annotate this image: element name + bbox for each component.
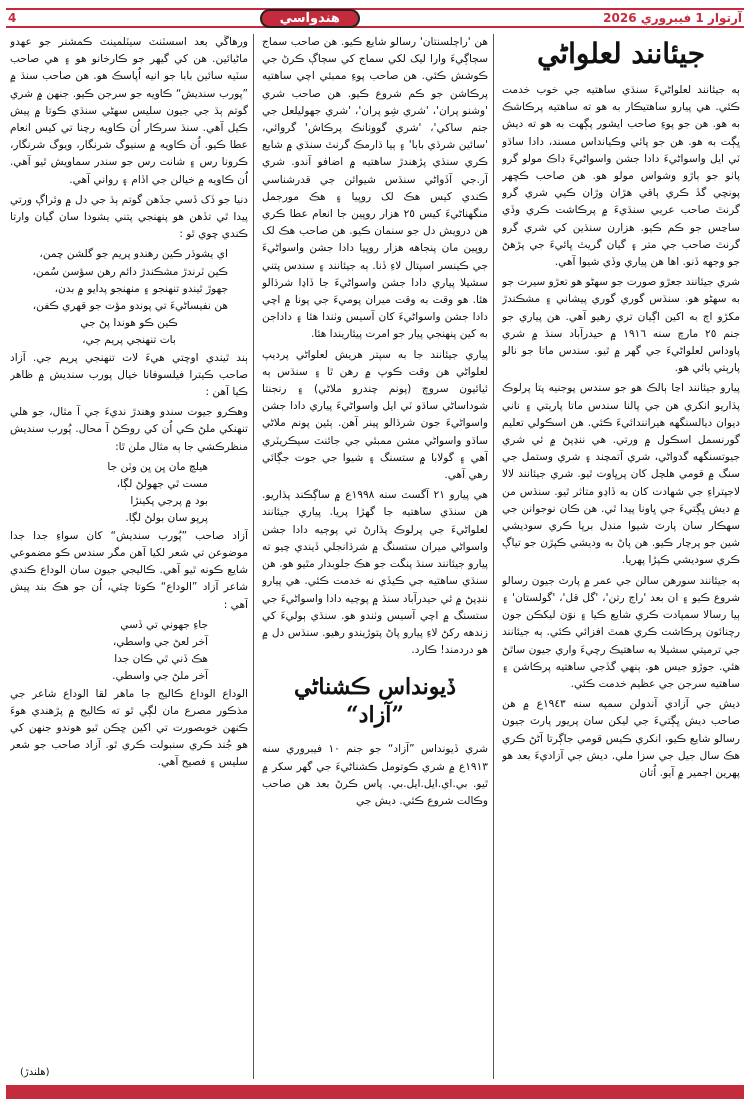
article-paragraph: پياري جيئانند جا به سپتر هريش لعلواڻي پرديپ لعلواڻي هن وقت ڪوپ ۾ رهن ٿا ۽ سنڌس ٻه ئيائيون سروچ (پونم چندرو ملاڻي) ۽ رنجنتا شوداساڻي ساڌو ٽي ايل واسواڻيءَ پياري دادا جشن واسواڻيءَ جون شرڌالو پينر آهن. ٻئين پونم ملاڻي ساڌو واسواڻي مشن ممبئي جي جائنٽ سيڪريٽري آهي ۽ گولابا ۾ ستسنگ ۽ شيوا جي جوت جڳائي رهي آهي. bbox=[262, 348, 488, 482]
column-separator bbox=[253, 34, 254, 1079]
article-paragraph: وهڪرو جيوت سندو وهندڙ نديءَ جي آ مثال، جو هلي تنهنکي ملڻ ڪي اُن کي روڪڻ آ محال. پُورب سنديش منظرڪشي جا ٻه مثال ملن ٿا: bbox=[10, 406, 248, 453]
poem-line: مست ٿي جهولڻ لڳا، bbox=[116, 478, 208, 491]
newspaper-logo: هندواسي bbox=[260, 9, 360, 28]
poem-line: هيلچ مان ڀن ڀن وٽن جا bbox=[107, 460, 208, 473]
poem-line: بود ۾ پرجي پکينڙا bbox=[130, 495, 208, 508]
article-paragraph: ٻه جيئانند سورهن سالن جي عمر ۾ پارٽ جيون رسالو شروع ڪيو ۽ ان بعد 'راڄ رتن'، 'گل قل'، 'گولستان' ۽ ٻيا رسالا سمپادت ڪري شايع ڪيا ۽ نوَن ليکڪن جون رچنائون پرڪاشت ڪري همٿ افزائي ڪئي. ٻه جيئانند جي ترميتي سشيلا به ساهتيڪ رچيءَ واري جيون ساٿڻ هئي. جوڙو جيس هو. ٻنهي گڏجي ساهتيه پرڪاشن ۽ ساهتيه سرجن جي عظيم خدمت ڪئي. bbox=[502, 574, 740, 690]
article-paragraph: پيارو جيئانند اڃا ٻالڪ هو جو سندس پوجنيه پتا پرلوڪ پڌاريو انکري هن جي پالنا سندس ماتا پارٻتي ۽ ناني ديوان ديالسنگهه هيرانندائيءَ ڪئي. هن اسڪولي تعليم گورنسمل اسڪول ۾ ورتي. هي ننڍپڻ ۾ ئي شري جيوتسنگهه گدواڻي، شري آتمچند ۽ شري وستمل جي سنگ ۾ قومي هلچل کان پرڀاوت ٿيو. شري جيئانند لالا لاجپتراءِ جي شهادت کان به ڏاڍو متاثر ٿيو. سنڌس من ۾ ديش ڀڳتيءَ جي ڀاونا پيدا ٿي. هن ڪان نوجوانن جي سهڪار سان پارٽ شيوا منڊل برپا ڪري سوديشي شين جو پرچار ڪيو. هن پاڻ به وديشي ڪپڙن جو تياڳ ڪري سوديشي ڪپڙا پهريا. bbox=[502, 382, 740, 567]
right-column bbox=[502, 34, 740, 1081]
poem-line: آخر لعڻ جي واسطي، bbox=[112, 635, 208, 648]
continued-label: (هلندڙ) bbox=[20, 1067, 50, 1078]
poem-line: هڪ ڏني ٿي ڪان جدا bbox=[114, 653, 208, 666]
poem-line: ڪين ڪو هوندا پڻ جي bbox=[80, 317, 178, 330]
article-paragraph: ورهاڱي بعد اسسٽنٽ سيٽلمينٽ ڪمشنر جو عهدو ماڻيائين. هن کي گيهر جو ڪارخانو هو ۽ هي صاحب سٽيه سائين بابا جو انيه اُپاسڪ هو. هن صاحب سنڌ ۾ ”پورب سنديش“ ڪاويه جو سرجن ڪيو. جنهن ۾ شري گوتم ٻڌ جي جيون سليس سهڻي سنڌي ڪوتا ۾ پيش ڪيل آهي. سنڌ سرڪار اُن ڪاويه رچنا تي کيس انعام عطا ڪيو. اُن ڪاويه ۾ سنيوگ شرنگار، ويوگ شرنگار، ڪرونا رس ۽ شانت رس جو سندر سماويش ٿيو آهي. اُن ڪاويه ۾ خيالن جي اڏام ۽ رواني آهي. bbox=[10, 36, 248, 186]
article-paragraph: هن 'راڄلسنتان' رسالو شايع ڪيو. هن صاحب سماج سڄاڳيءَ وارا ليک لکي سماج کي سڄاڳ ڪرڻ جي ڪوشش ڪئي. هن صاحب پوءِ ممبئي اچي ساهتيه پرڪاشن جو ڪم شروع ڪيو. هن صاحب شري 'وشنو پران'، 'شري شِو پران'، 'شري جهوليلعل جي جنم ساکي'، 'شري گوونانڪ پرڪاش' گروائي، 'سائين شرڌي بابا' ۽ ٻيا ڌارمڪ گرنٿ سنڌي ۾ شايع ڪري سنڌي پڙهندڙ ساهتيه ۾ اضافو آندو. شري آر.جي آڏواڻي سنڌس شيوائن جي قدرشناسي ڪندي کيس هڪ لک روپيا ۽ هڪ مورجمل منگهناڻيءَ کيس ٢٥ هزار روپين جا انعام عطا ڪري هن درويش دل جو سنمان ڪيو. هن صاحب هڪ لک روپين مان پنجاهه هزار روپيا دادا جشن واسواڻيءَ جي ڪينسر اسپتال لاءِ ڏنا. ٻه جيئانند ۽ سندس پتني سشيلا پياري دادا جشن واسواڻيءَ جا ڏاڍا شرڌالو هئا. هو وقت به وقت ميران پوميءَ جي پونا ۾ اچي دادا جشن واسواڻيءَ کان آسيس وٺندا هئا ۽ داداجن به کين پنهنجي پيار جو امرت پيئاريندا هئا. bbox=[262, 36, 488, 341]
page-number: 4 bbox=[8, 11, 17, 25]
poem-line: ڪين ٽرندڙ مشڪندڙ دائم رهن سؤسن سُمن، bbox=[32, 265, 228, 278]
article-paragraph: هي پيارو ٢١ آگسٽ سنه ١٩٩٨ع ۾ ساڳڪند پڌاريو. هن سنڌي ساهتيه جا گهڙا پريا. پياري جيئانند لعلواڻيءَ جي پرلوڪ پڌارڻ تي پوڄيه دادا جشن واسواڻي ميران ستسنگ ۾ شرڌانجلي ڏيندي چيو ته پيارو جيئانند سنڌ پنگت جو هڪ جلوبدار مٿيو هو. هن سنڌي ساهتيه جي ڪيڏي نه خدمت ڪئي. هي پيارو ننڍپڻ ۾ ئي حيدرآباد سنڌ ۾ پوڄيه دادا واسواڻيءَ جي ستسنگ ۾ اچي آسيس وٺندو هو. سنڌي ٻوليءَ کي زندهه رکڻ لاءِ پيارو پاڻ پتوڙيندو رهيو. سنڌس دل ۾ هو دردمند! ڪارد. bbox=[262, 489, 488, 657]
article-paragraph: آزاد صاحب ”پُورب سنديش“ کان سواءِ جدا جدا موضوعن تي شعر لکيا آهن مگر سندس ڪو مضموعي شايع ڪونه ٿيو آهي. ڪاليجي جيون سان الوداع ڪندي شاعر آزاد ”الوداع“ ڪوتا چئي، اُن جو هڪ بند پيش آهي : bbox=[10, 529, 248, 611]
poem-line: جهوڙ ٿيندو تنهنجو ۽ منهنجو پدايو ۾ بدن، bbox=[54, 282, 228, 295]
article-paragraph: ديش جي آزادي آندولن سمپه سنه ١٩٤٣ع ۾ هن صاحب ديش ڀڳتيءَ جي ليکن سان پريور پارٽ جيون رسالو شايع ڪيو، انکري ڪيس قومي جاڳرتا آڻڻ ڪري هڪ سال جيل جي سزا ملي. ديش جي آزاديءَ بعد هو پهرين اجمير ۾ آيو. اُتان bbox=[502, 698, 740, 779]
article-paragraph: الوداع الوداع ڪاليج جا ماهر لقا الوداع شاعر جي مذڪور مصرع مان لڳي ٿو ته ڪاليج ۾ پڙهندي هوءَ ڪنهن خوبصورت تي اکين ڇڪن ٿيو هوندو جنهن کي هو جُند ڪري سنبولت ڪري ٿو. آزاد صاحب جو شعر سليس ۽ فصيح آهي. bbox=[10, 687, 248, 769]
article-paragraph: دنيا جو ڏک ڏسي جڏهن گوتم ٻڌ جي دل ۾ وئراڳ ورتي پيدا ٿي تڏهن هو پنهنجي پتني يشودا سان گيان وارتا ڪندي چوي ٿو : bbox=[10, 193, 248, 241]
article-paragraph: ٻه جيئانند لعلواڻيءَ سنڌي ساهتيه جي خوب خدمت ڪئي. هي پيارو ساهتيڪار به هو ته ساهتيه پرڪاشڪ به هو. هن جو پوءِ صاحب ايشور پڳهت به هو ته ديش ڀڳت به هو. هن جو پائي وڪيانداس مسند، دادا ساڌو ٽي ايل واسواڻيءَ دادا جشن واسواڻيءَ ڊاڪ مولو گرو پاٺو جو ٻاڙو وشواس مولو هو. هن صاحب ڪڇهر پونچي گڏ ڪري ٻاقي هڙان وڙان ڪيي شري گرو گرنٿ صاحب عربي سنڌيءَ ۾ پرڪاشت ڪري وڏي ساڃس جو ڪم ڪيو. هزارن سنڌين کي شري گرو گرنٿ صاحب جي متر ۽ گيان گريٿ ڀائيءَ جي پڙهڻ جو وجهه ڏنو. اها هن پياري وڏي شيوا آهي. bbox=[502, 84, 740, 269]
column-separator bbox=[493, 34, 494, 1079]
poem-line: اي يشوڌر ڪين رهندو پريم جو گلشن چمن، bbox=[39, 248, 228, 261]
article-paragraph: شري جيئانند جعڙو صورت جو سهڻو هو تعڙو سيرت جو به سهڻو هو. سنڌس گوري گوري پيشاني ۽ مشڪندڙ مکڙو اڄ به اکين اڳيان تري رهيو آهي. هن پياري جو جنم ٢٥ مارچ سنه ١٩١٦ ۾ حيدرآباد سنڌ ۾ شري پاوداس لعلواڻيءَ جي گهر ۾ ٿيو. سندس ماتا جو نالو پارٻتي ٻائي هو. bbox=[502, 276, 740, 375]
poem-line: پرپو سان بولڻ لڳا. bbox=[125, 512, 208, 525]
poem-line: آخر ملڻ جي واسطي. bbox=[112, 670, 208, 683]
page-header bbox=[6, 8, 744, 28]
poem-line: هن نفيساڻيءَ تي پوندو مؤت جو قهري ڪفن، bbox=[32, 300, 228, 313]
article-paragraph: ٻند ٿيندي اوچتي هيءَ لات تنهنجي پريم جي. آزاد صاحب ڪيترا فيلسوفانا خيال پورب سنديش ۾ ظاهر ڪيا آهن : bbox=[10, 351, 248, 399]
left-column bbox=[10, 34, 248, 1081]
article-title: جيئانند لعلواڻي bbox=[536, 37, 706, 70]
article-title: ڏيونداس ڪشناڻي ”آزاد“ bbox=[293, 674, 457, 729]
article-paragraph: شري ڏيونداس ”آزاد“ جو جنم ١٠ فيبروري سنه ١٩١٣ع ۾ شري ڪوتومل ڪشناڻيءَ جي گهر سکر ۾ ٿيو. بي.اي.ايل.ايل.بي. پاس ڪرڻ بعد هن صاحب وڪالت شروع ڪئي. ديش جي bbox=[262, 743, 488, 807]
poem-line: بات تنهنجي پريم جي، bbox=[82, 334, 176, 347]
middle-column bbox=[262, 34, 488, 1081]
issue-date: آرتوار 1 فيبروري 2026 bbox=[603, 11, 742, 25]
poem-line: جاءِ جهوني تي ڏسي bbox=[120, 618, 208, 631]
page-footer-bar bbox=[6, 1067, 744, 1099]
